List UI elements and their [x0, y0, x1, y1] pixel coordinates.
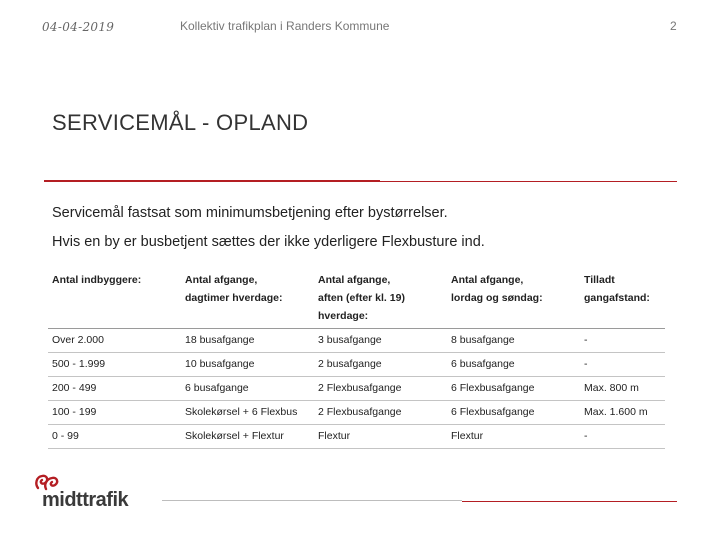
- table-cell: 2 Flexbusafgange: [318, 406, 402, 418]
- title-underline-thick: [44, 180, 380, 182]
- table-row: [48, 401, 665, 425]
- header-line: dagtimer hverdage:: [185, 292, 283, 304]
- header-line: aften (efter kl. 19): [318, 292, 405, 304]
- table-row: [48, 377, 665, 401]
- table-cell: 100 - 199: [52, 406, 97, 418]
- table-cell: Max. 800 m: [584, 382, 639, 394]
- header-cell: [447, 270, 580, 329]
- logo-wordmark: midttrafik: [42, 489, 129, 511]
- footer-rule-grey: [162, 500, 462, 501]
- table-cell: 3 busafgange: [318, 334, 382, 346]
- table-cell: 18 busafgange: [185, 334, 255, 346]
- title-underline-thin: [380, 181, 677, 182]
- page-number: 2: [670, 19, 677, 33]
- table-cell: 8 busafgange: [451, 334, 515, 346]
- body-paragraph-1: Servicemål fastsat som minimumsbetjening efter bystørrelser.: [52, 205, 448, 221]
- table-cell: 10 busafgange: [185, 358, 255, 370]
- body-paragraph-2: Hvis en by er busbetjent sættes der ikke yderligere Flexbusture ind.: [52, 234, 485, 250]
- footer-rule-red: [462, 501, 677, 502]
- table-cell: 6 Flexbusafgange: [451, 382, 535, 394]
- table-cell: 2 busafgange: [318, 358, 382, 370]
- table-cell: -: [584, 334, 588, 346]
- table-cell: Flextur: [451, 430, 484, 442]
- header-cell: [314, 270, 447, 329]
- header-cell: [181, 270, 314, 329]
- header-cell: [48, 270, 181, 329]
- table-cell: Skolekørsel + 6 Flexbus: [185, 406, 298, 418]
- table-cell: -: [584, 430, 588, 442]
- table-cell: 500 - 1.999: [52, 358, 106, 370]
- header-line: Antal indbyggere:: [52, 274, 142, 286]
- table-cell: Max. 1.600 m: [584, 406, 648, 418]
- table-cell: 6 busafgange: [451, 358, 515, 370]
- table-cell: 2 Flexbusafgange: [318, 382, 402, 394]
- table-cell: Flextur: [318, 430, 351, 442]
- service-table: [48, 270, 665, 449]
- header-cell: [580, 270, 665, 329]
- table-cell: 0 - 99: [52, 430, 79, 442]
- header-line: Antal afgange,: [185, 274, 258, 286]
- header-line: Antal afgange,: [451, 274, 524, 286]
- table-cell: 6 Flexbusafgange: [451, 406, 535, 418]
- table-row: [48, 329, 665, 353]
- table-cell: Over 2.000: [52, 334, 104, 346]
- header-line: lordag og søndag:: [451, 292, 543, 304]
- header-line: Tilladt gangafstand:: [584, 274, 650, 304]
- table-row: [48, 353, 665, 377]
- header-date: 04-04-2019: [42, 20, 115, 34]
- table-header-row: [48, 270, 665, 329]
- table-cell: 200 - 499: [52, 382, 97, 394]
- header-line: Antal afgange,: [318, 274, 391, 286]
- table-row: [48, 425, 665, 449]
- table-cell: -: [584, 358, 588, 370]
- midttrafik-logo: [34, 472, 134, 512]
- slide-title: SERVICEMÅL - OPLAND: [52, 110, 309, 135]
- header-doc-title: Kollektiv trafikplan i Randers Kommune: [180, 19, 390, 33]
- table-cell: 6 busafgange: [185, 382, 249, 394]
- header-line: hverdage:: [318, 310, 369, 322]
- table-cell: Skolekørsel + Flextur: [185, 430, 284, 442]
